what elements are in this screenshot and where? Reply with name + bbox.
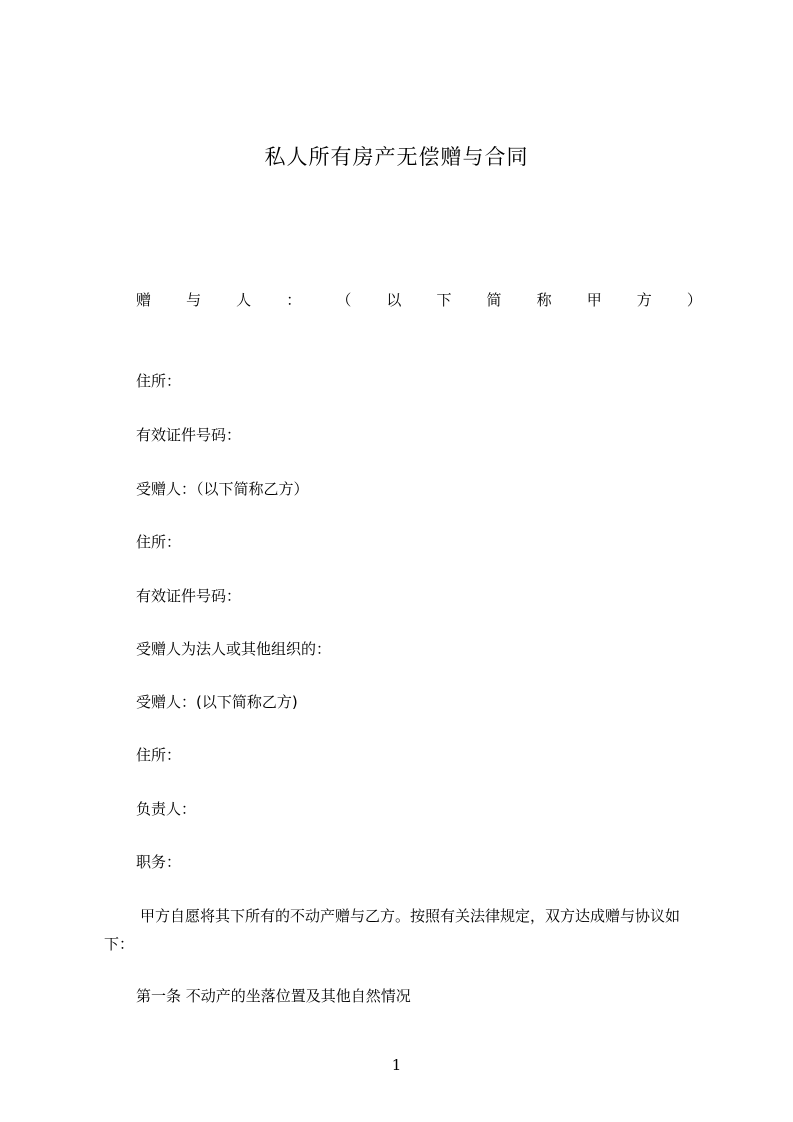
donor-char: 简 (486, 291, 502, 309)
agreement-paragraph (104, 902, 704, 958)
article-1-heading: 第一条 不动产的坐落位置及其他自然情况 (136, 987, 411, 1005)
document-title: 私人所有房产无偿赠与合同 (264, 145, 529, 169)
donor-char: 以 (386, 291, 402, 309)
donor-id-label: 有效证件号码： (136, 426, 242, 444)
donor-char: 称 (536, 291, 552, 309)
donor-char: ） (686, 291, 702, 309)
donor-char: 赠 (136, 291, 152, 309)
donor-char: ： (286, 291, 302, 309)
donor-address-label: 住所： (136, 372, 182, 390)
agreement-paragraph-text: 甲方自愿将其下所有的不动产赠与乙方。按照有关法律规定，双方达成赠与协议如下： (104, 907, 681, 953)
org-donee-label: 受赠人：(以下简称乙方) (136, 693, 298, 711)
donee-label: 受赠人：（以下简称乙方） (136, 480, 309, 498)
position-label: 职务： (136, 853, 182, 871)
donor-char: （ (336, 291, 352, 309)
donee-id-label: 有效证件号码： (136, 587, 242, 605)
donee-address-label: 住所： (136, 533, 182, 551)
page-number: 1 (391, 1056, 402, 1074)
responsible-person-label: 负责人： (136, 800, 197, 818)
donor-line (136, 288, 702, 312)
donor-char: 人 (236, 291, 252, 309)
org-address-label: 住所： (136, 746, 182, 764)
donor-char: 方 (636, 291, 652, 309)
donor-char: 下 (436, 291, 452, 309)
org-donee-heading: 受赠人为法人或其他组织的： (136, 640, 332, 658)
donor-char: 甲 (586, 291, 602, 309)
donor-char: 与 (186, 291, 202, 309)
